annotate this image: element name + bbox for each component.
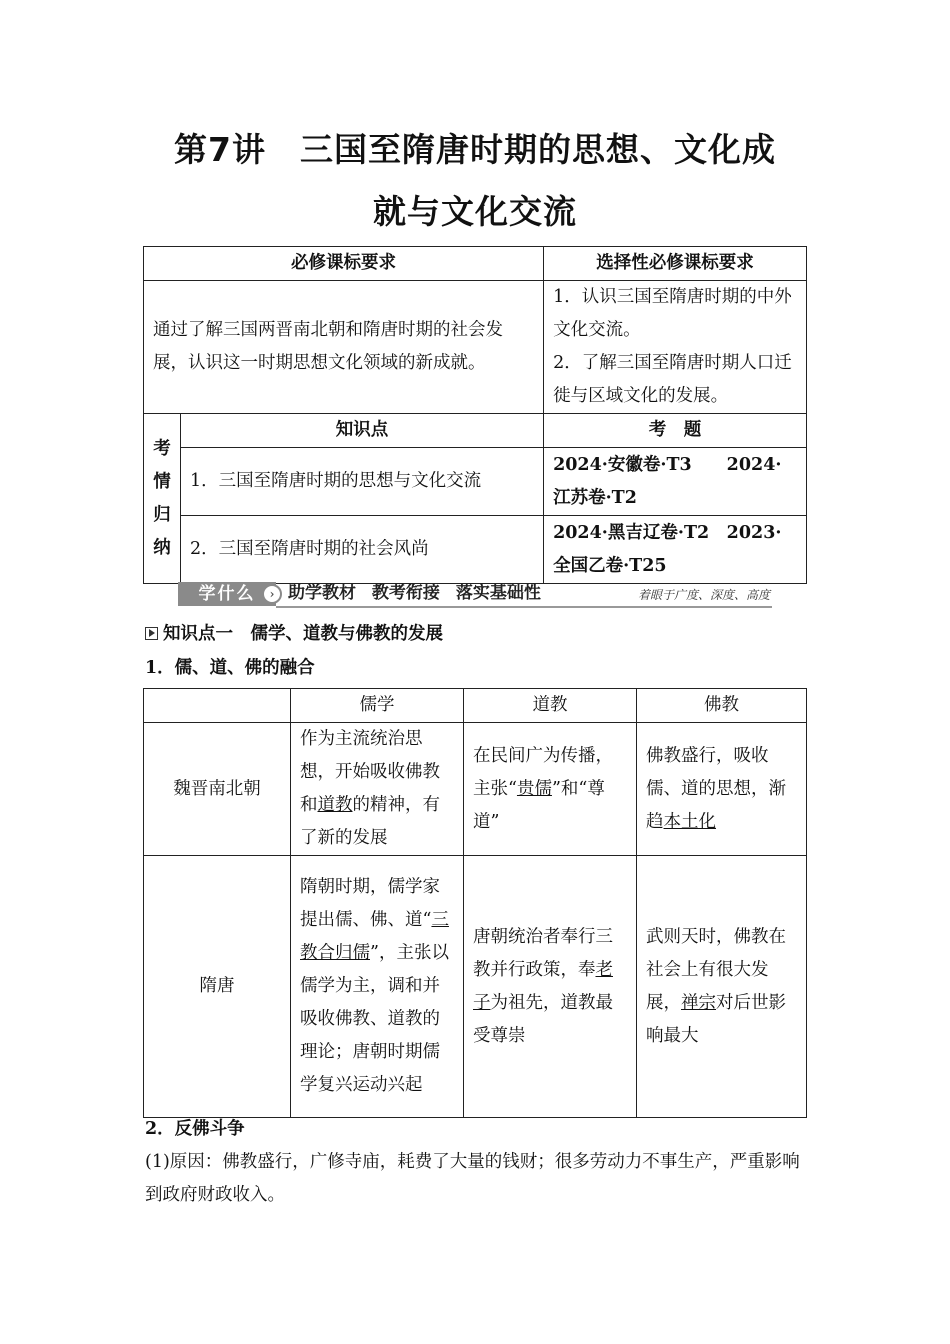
elective-header: 选择性必修课标要求 xyxy=(544,247,807,281)
cell-dao-wei-jin: 在民间广为传播，主张“贵儒”和“尊道” xyxy=(464,723,637,856)
banner-note: 着眼于广度、深度、高度 xyxy=(637,588,770,602)
banner-tag: 学什么 xyxy=(178,582,276,606)
banner-divider xyxy=(276,606,772,608)
chevron-right-icon: › xyxy=(262,584,282,604)
knowledge-point-1: 1．三国至隋唐时期的思想与文化交流 xyxy=(181,448,544,516)
learn-what-banner xyxy=(178,580,772,608)
elective-item-2: 2．了解三国至隋唐时期人口迁徙与区域文化的发展。 xyxy=(553,353,792,406)
subheading-anti-buddhism: 2．反佛斗争 xyxy=(145,1119,245,1139)
cell-fo-wei-jin: 佛教盛行，吸收儒、道的思想，渐趋本土化 xyxy=(637,723,807,856)
fusion-header-fo: 佛教 xyxy=(637,689,807,723)
knowledge-point-header: 知识点 xyxy=(181,414,544,448)
fusion-header-blank xyxy=(144,689,291,723)
section-heading: 知识点一 儒学、道教与佛教的发展 xyxy=(145,622,443,646)
paragraph-cause: (1)原因：佛教盛行，广修寺庙，耗费了大量的钱财；很多劳动力不事生产，严重影响到政府财政收入。 xyxy=(145,1152,800,1205)
exam-question-2: 2024·黑吉辽卷·T2 2023·全国乙卷·T25 xyxy=(544,516,807,584)
play-marker-icon xyxy=(145,627,158,640)
cell-ru-wei-jin: 作为主流统治思想，开始吸收佛教和道教的精神，有了新的发展 xyxy=(291,723,464,856)
required-header: 必修课标要求 xyxy=(144,247,544,281)
required-text: 通过了解三国两晋南北朝和隋唐时期的社会发展，认识这一时期思想文化领域的新成就。 xyxy=(144,281,544,414)
elective-item-1: 1．认识三国至隋唐时期的中外文化交流。 xyxy=(553,287,792,340)
period-sui-tang: 隋唐 xyxy=(144,856,291,1118)
exam-summary-label: 考 情 归 纳 xyxy=(144,414,181,584)
cell-fo-sui-tang: 武则天时，佛教在社会上有很大发展，禅宗对后世影响最大 xyxy=(637,856,807,1118)
exam-question-header: 考 题 xyxy=(544,414,807,448)
page-title-line1: 第7讲 三国至隋唐时期的思想、文化成 xyxy=(174,130,776,169)
page-title-line2: 就与文化交流 xyxy=(373,192,577,231)
exam-question-1: 2024·安徽卷·T3 2024·江苏卷·T2 xyxy=(544,448,807,516)
fusion-table xyxy=(143,688,807,1118)
fusion-header-dao: 道教 xyxy=(464,689,637,723)
fusion-header-ru: 儒学 xyxy=(291,689,464,723)
banner-slogan: 助学教材 教考衔接 落实基础性 xyxy=(288,583,541,603)
period-wei-jin: 魏晋南北朝 xyxy=(144,723,291,856)
cell-dao-sui-tang: 唐朝统治者奉行三教并行政策，奉老子为祖先，道教最受尊崇 xyxy=(464,856,637,1118)
cell-ru-sui-tang: 隋朝时期，儒学家提出儒、佛、道“三教合归儒”，主张以儒学为主，调和并吸收佛教、道教的理论；唐朝时期儒学复兴运动兴起 xyxy=(291,856,464,1118)
curriculum-requirements-table xyxy=(143,246,807,584)
elective-text xyxy=(544,281,807,414)
knowledge-point-2: 2．三国至隋唐时期的社会风尚 xyxy=(181,516,544,584)
subheading-fusion: 1．儒、道、佛的融合 xyxy=(145,658,315,678)
